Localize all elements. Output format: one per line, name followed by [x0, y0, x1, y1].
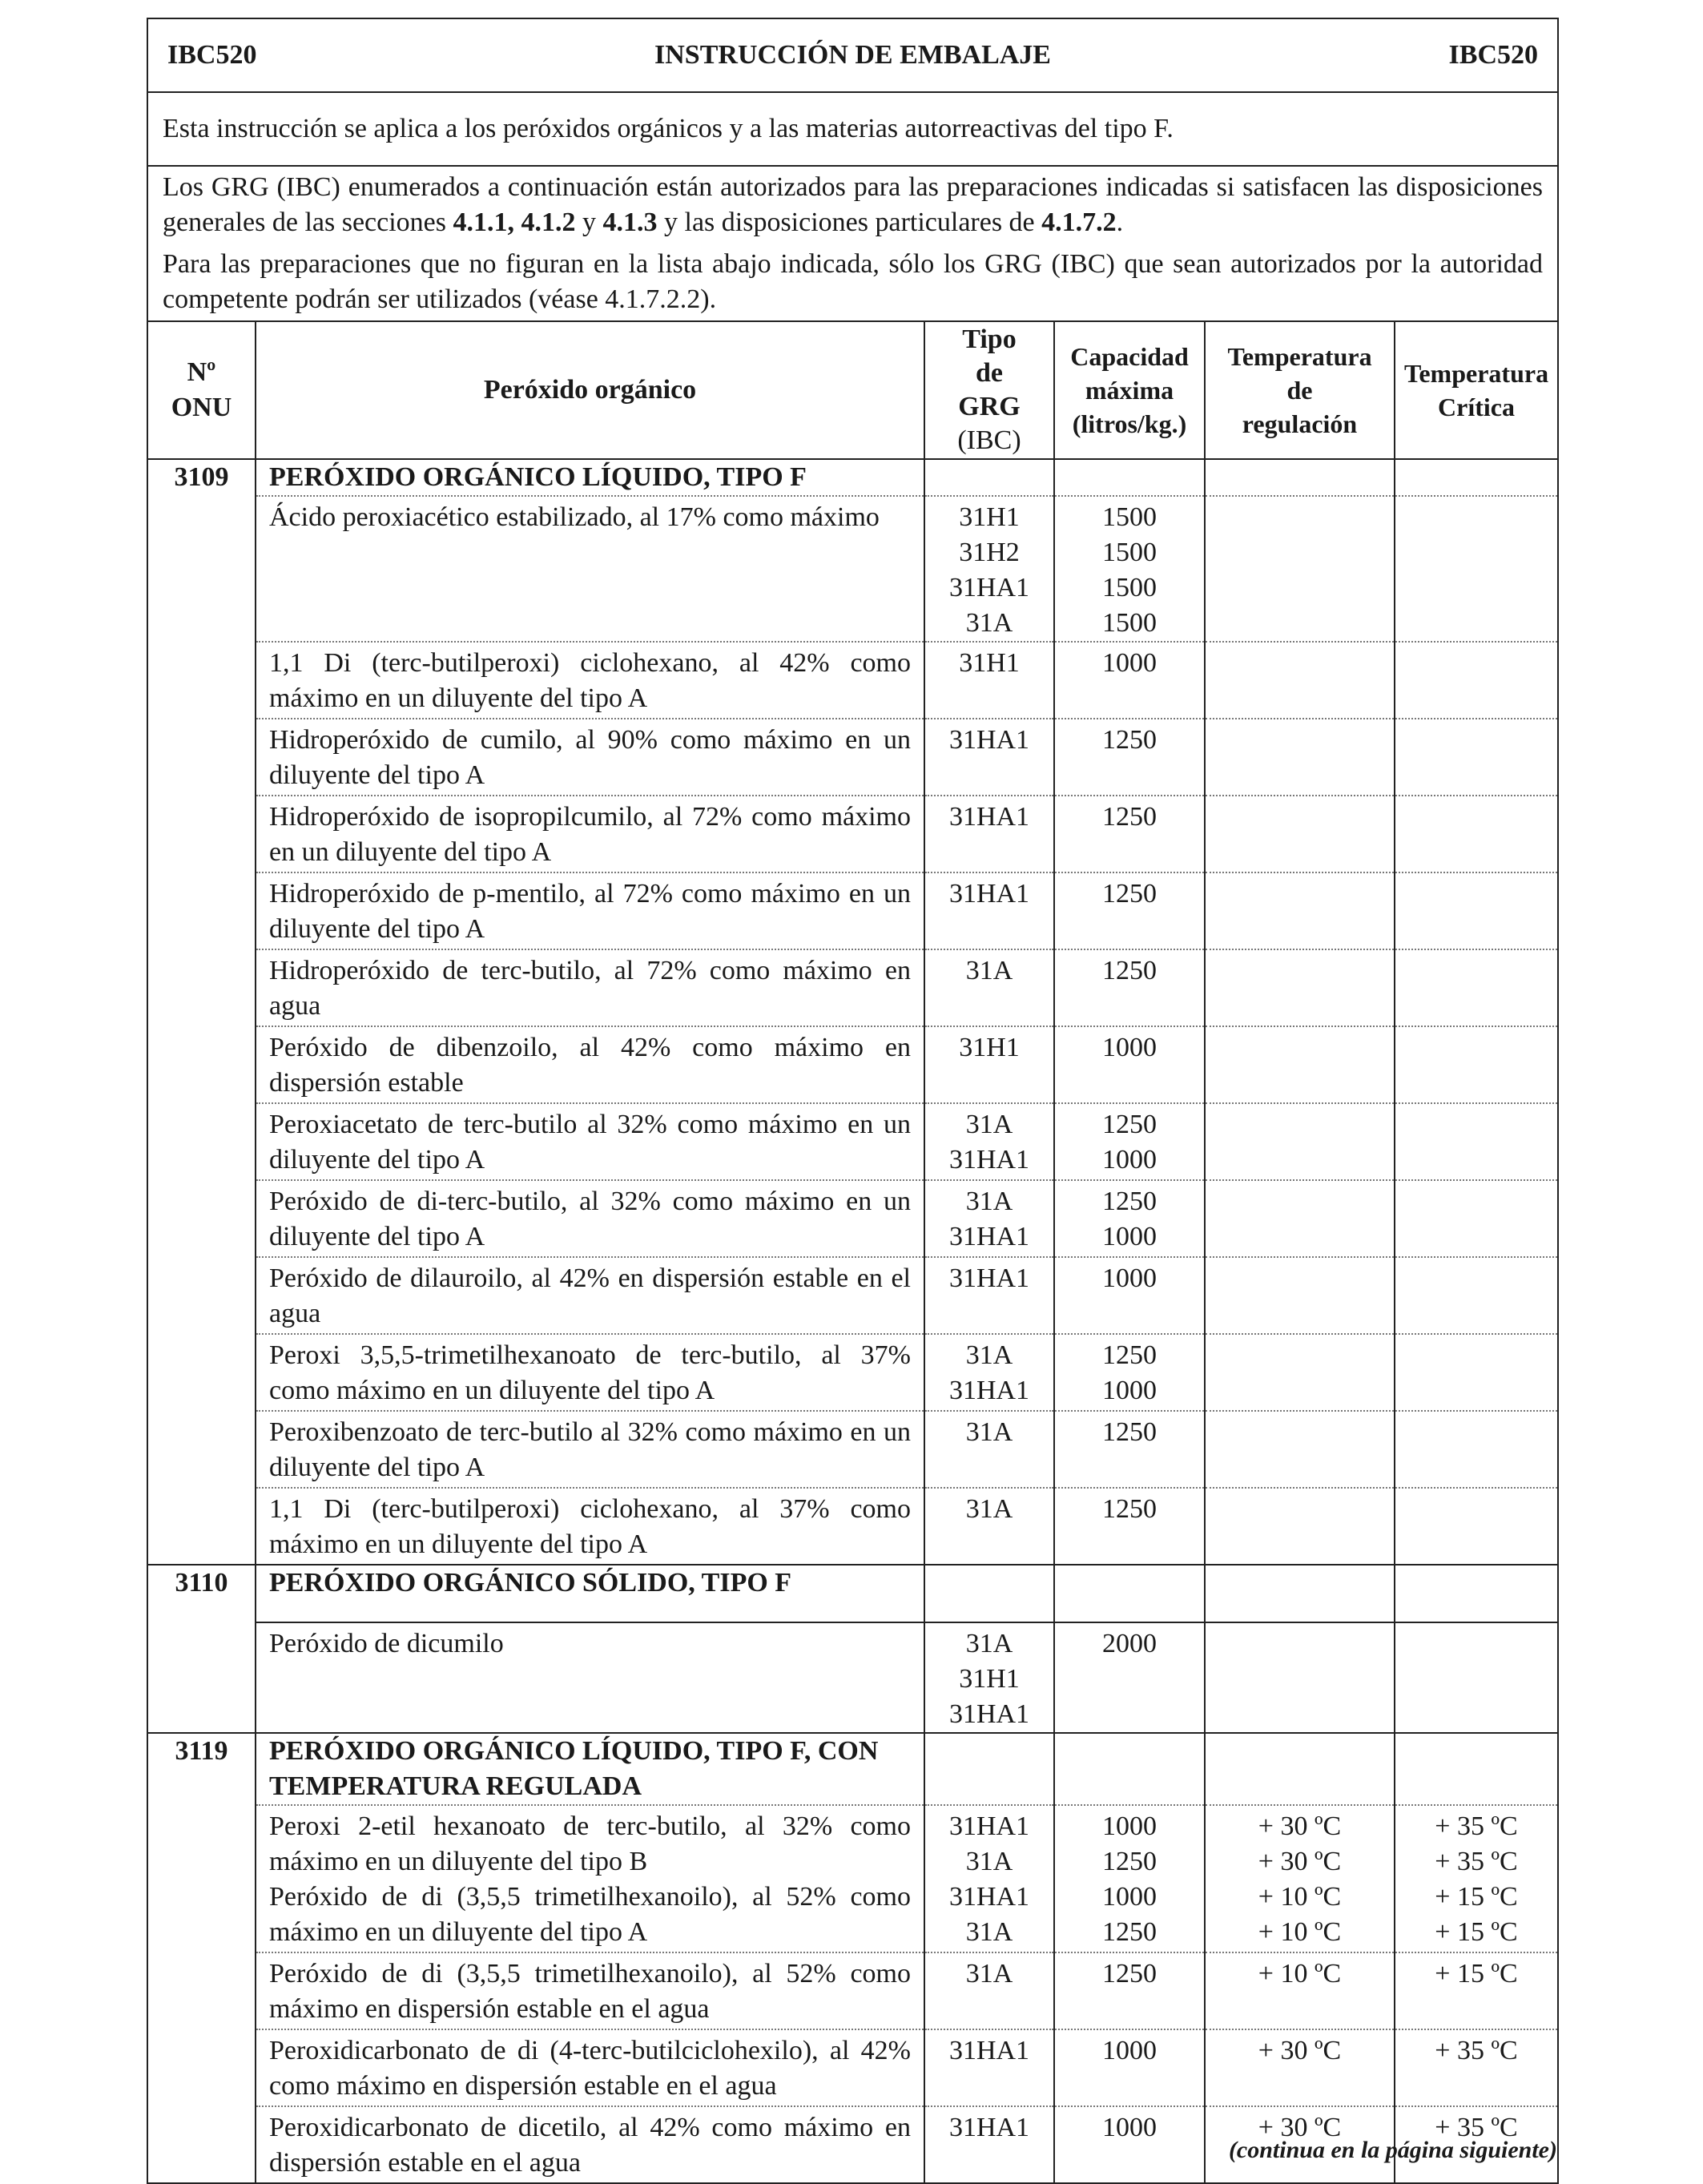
peroxide-description: Peroxiacetato de terc-butilo al 32% como máximo en un diluyente del tipo A — [269, 1110, 911, 1175]
capacity-value: 1250 — [1102, 1959, 1157, 1989]
col-control-temp: Temperatura de regulación — [1205, 321, 1395, 459]
ibc-type-value: 31H1 — [959, 648, 1020, 678]
peroxide-name — [256, 642, 924, 719]
ibc-type-value: 31A — [965, 1629, 1013, 1658]
un-number: 3110 — [147, 1565, 256, 1733]
capacity-value: 1500 — [1102, 608, 1157, 638]
capacity-value: 1500 — [1102, 502, 1157, 532]
capacity-value: 1000 — [1102, 1033, 1157, 1062]
max-capacity — [1054, 796, 1205, 872]
empty-cell — [1395, 459, 1558, 496]
empty-cell — [1205, 459, 1395, 496]
max-capacity — [1054, 1952, 1205, 2029]
critical-temp-value: + 15 ºC — [1435, 1959, 1518, 1989]
peroxide-description: Hidroperóxido de cumilo, al 90% como máximo en un diluyente del tipo A — [269, 725, 911, 790]
ibc-type — [924, 496, 1054, 642]
max-capacity — [1054, 1334, 1205, 1411]
critical-temperature — [1395, 642, 1558, 719]
ibc-type-value: 31A — [965, 1959, 1013, 1989]
ibc-type-value: 31H1 — [959, 1033, 1020, 1062]
control-temperature — [1205, 1180, 1395, 1257]
control-temperature — [1205, 496, 1395, 642]
peroxide-name — [256, 1622, 924, 1733]
critical-temperature — [1395, 949, 1558, 1026]
critical-temperature — [1395, 796, 1558, 872]
control-temperature — [1205, 719, 1395, 796]
peroxide-description: 1,1 Di (terc-butilperoxi) ciclohexano, al 37% como máximo en un diluyente del tipo A — [269, 1494, 911, 1559]
critical-temperature — [1395, 719, 1558, 796]
ibc-type-value: 31HA1 — [948, 573, 1030, 602]
intro-text: y — [575, 208, 603, 237]
control-temp-value: + 30 ºC — [1258, 1811, 1342, 1841]
peroxide-name — [256, 1411, 924, 1488]
col-peroxide: Peróxido orgánico — [256, 321, 924, 459]
section-ref: 4.1.1, 4.1.2 — [453, 208, 576, 237]
peroxide-description: Peroxidicarbonato de di (4-terc-butilciclohexilo), al 42% como máximo en dispersión estable en el agua — [269, 2036, 911, 2101]
peroxide-row — [147, 1622, 1558, 1733]
critical-temperature — [1395, 1488, 1558, 1565]
peroxide-description: Peróxido de dibenzoilo, al 42% como máximo en dispersión estable — [269, 1033, 911, 1098]
ibc-type-value: 31A — [965, 1494, 1013, 1524]
control-temperature — [1205, 1805, 1395, 1952]
instruction-code-right: IBC520 — [1448, 40, 1538, 70]
peroxide-row — [147, 1411, 1558, 1488]
ibc-type — [924, 1622, 1054, 1733]
ibc-type-value: 31A — [965, 1417, 1013, 1447]
empty-cell — [1054, 1733, 1205, 1805]
continuation-note: (continua en la página siguiente) — [1228, 2137, 1557, 2163]
ibc-type-value: 31HA1 — [948, 1699, 1030, 1729]
peroxide-row — [147, 1180, 1558, 1257]
ibc-type-value: 31HA1 — [948, 1882, 1030, 1912]
critical-temp-value: + 15 ºC — [1435, 1917, 1518, 1947]
capacity-value: 1250 — [1102, 1187, 1157, 1216]
group-title: PERÓXIDO ORGÁNICO SÓLIDO, TIPO F — [256, 1565, 924, 1622]
control-temp-value: + 30 ºC — [1258, 2036, 1342, 2065]
control-temperature — [1205, 1622, 1395, 1733]
ibc-type — [924, 1488, 1054, 1565]
ibc-type — [924, 1026, 1054, 1103]
ibc-type-value: 31HA1 — [948, 1263, 1030, 1293]
max-capacity — [1054, 949, 1205, 1026]
peroxide-row — [147, 872, 1558, 949]
max-capacity — [1054, 1805, 1205, 1952]
critical-temp-value: + 15 ºC — [1435, 1882, 1518, 1912]
max-capacity — [1054, 1026, 1205, 1103]
ibc-type — [924, 719, 1054, 796]
ibc-type-value: 31A — [965, 1917, 1013, 1947]
capacity-value: 1000 — [1102, 648, 1157, 678]
control-temperature — [1205, 1257, 1395, 1334]
peroxide-description: Peroxibenzoato de terc-butilo al 32% como máximo en un diluyente del tipo A — [269, 1417, 911, 1482]
capacity-value: 1000 — [1102, 1222, 1157, 1251]
capacity-value: 1250 — [1102, 879, 1157, 909]
control-temperature — [1205, 642, 1395, 719]
capacity-value: 1000 — [1102, 1811, 1157, 1841]
ibc-type-value: 31A — [965, 1340, 1013, 1370]
empty-cell — [1395, 1733, 1558, 1805]
max-capacity — [1054, 1488, 1205, 1565]
control-temperature — [1205, 796, 1395, 872]
control-temperature — [1205, 1411, 1395, 1488]
critical-temperature — [1395, 496, 1558, 642]
ibc-type-value: 31H1 — [959, 1664, 1020, 1694]
control-temperature — [1205, 1103, 1395, 1180]
empty-cell — [1205, 1733, 1395, 1805]
group-title: PERÓXIDO ORGÁNICO LÍQUIDO, TIPO F, CON TEMPERATURA REGULADA — [256, 1733, 924, 1805]
capacity-value: 1250 — [1102, 1417, 1157, 1447]
peroxide-description: Peroxi 2-etil hexanoato de terc-butilo, al 32% como máximo en un diluyente del tipo B — [269, 1811, 911, 1876]
critical-temp-value: + 35 ºC — [1435, 2036, 1518, 2065]
peroxide-row — [147, 1952, 1558, 2029]
critical-temperature — [1395, 1952, 1558, 2029]
capacity-value: 1250 — [1102, 1917, 1157, 1947]
critical-temperature — [1395, 1805, 1558, 1952]
scope-text: Esta instrucción se aplica a los peróxidos orgánicos y a las materias autorreactivas del tipo F. — [163, 114, 1174, 143]
ibc-type-value: 31HA1 — [948, 1222, 1030, 1251]
control-temperature — [1205, 872, 1395, 949]
max-capacity — [1054, 1622, 1205, 1733]
instruction-title: INSTRUCCIÓN DE EMBALAJE — [654, 40, 1051, 70]
peroxide-description: Ácido peroxiacético estabilizado, al 17% como máximo — [269, 502, 880, 532]
ibc-type-value: 31HA1 — [948, 2036, 1030, 2065]
ibc-type-value: 31HA1 — [948, 2113, 1030, 2142]
empty-cell — [924, 1565, 1054, 1622]
peroxide-row — [147, 1103, 1558, 1180]
ibc-type — [924, 1103, 1054, 1180]
critical-temperature — [1395, 1026, 1558, 1103]
max-capacity — [1054, 2029, 1205, 2106]
empty-cell — [1395, 1565, 1558, 1622]
control-temperature — [1205, 1488, 1395, 1565]
instruction-code-left: IBC520 — [167, 40, 257, 70]
control-temperature — [1205, 1334, 1395, 1411]
capacity-value: 1250 — [1102, 1110, 1157, 1139]
critical-temp-value: + 35 ºC — [1435, 2113, 1518, 2142]
col-critical-temp: Temperatura Crítica — [1395, 321, 1558, 459]
group-title-row — [147, 1733, 1558, 1805]
capacity-value: 1250 — [1102, 956, 1157, 985]
intro-row — [147, 166, 1558, 321]
peroxide-row — [147, 1805, 1558, 1952]
peroxide-description: Peróxido de di-terc-butilo, al 32% como máximo en un diluyente del tipo A — [269, 1187, 911, 1251]
header-row — [147, 18, 1558, 92]
intro-text: y las disposiciones particulares de — [657, 208, 1042, 237]
packing-instruction-document — [147, 18, 1557, 2184]
peroxide-name — [256, 872, 924, 949]
peroxide-row — [147, 796, 1558, 872]
control-temp-value: + 10 ºC — [1258, 1882, 1342, 1912]
capacity-value: 1000 — [1102, 2036, 1157, 2065]
capacity-value: 1000 — [1102, 1882, 1157, 1912]
control-temperature — [1205, 2029, 1395, 2106]
critical-temperature — [1395, 1103, 1558, 1180]
peroxide-name — [256, 2029, 924, 2106]
empty-cell — [1054, 1565, 1205, 1622]
ibc-type — [924, 1805, 1054, 1952]
peroxide-name — [256, 1952, 924, 2029]
ibc-type-value: 31A — [965, 1187, 1013, 1216]
ibc-type — [924, 1257, 1054, 1334]
capacity-value: 1250 — [1102, 802, 1157, 832]
max-capacity — [1054, 1257, 1205, 1334]
peroxide-description: Peróxido de dilauroilo, al 42% en dispersión estable en el agua — [269, 1263, 911, 1328]
ibc-type — [924, 642, 1054, 719]
max-capacity — [1054, 2106, 1205, 2183]
peroxide-description: Peróxido de di (3,5,5 trimetilhexanoilo), al 52% como máximo en dispersión estable en el agua — [269, 1959, 911, 2024]
critical-temperature — [1395, 1334, 1558, 1411]
capacity-value: 1000 — [1102, 2113, 1157, 2142]
capacity-value: 1000 — [1102, 1376, 1157, 1405]
control-temp-value: + 10 ºC — [1258, 1917, 1342, 1947]
critical-temperature — [1395, 2029, 1558, 2106]
capacity-value: 1000 — [1102, 1263, 1157, 1293]
col-ibc-type-sub: (IBC) — [957, 425, 1021, 455]
ibc-type-value: 31A — [965, 608, 1013, 638]
capacity-value: 1000 — [1102, 1145, 1157, 1175]
peroxide-row — [147, 1488, 1558, 1565]
capacity-value: 1250 — [1102, 725, 1157, 755]
ibc-type — [924, 872, 1054, 949]
capacity-value: 1500 — [1102, 538, 1157, 567]
critical-temperature — [1395, 1411, 1558, 1488]
group-title-row — [147, 459, 1558, 496]
ibc-type-value: 31HA1 — [948, 1376, 1030, 1405]
control-temp-value: + 30 ºC — [1258, 1847, 1342, 1876]
section-ref: 4.1.7.2 — [1041, 208, 1117, 237]
ibc-type-value: 31H1 — [959, 502, 1020, 532]
ibc-type-value: 31HA1 — [948, 1811, 1030, 1841]
col-capacity: Capacidad máxima (litros/kg.) — [1054, 321, 1205, 459]
peroxide-row — [147, 719, 1558, 796]
un-number: 3119 — [147, 1733, 256, 2183]
ibc520-table — [147, 18, 1559, 2184]
column-header-row — [147, 321, 1558, 459]
ibc-type — [924, 2029, 1054, 2106]
ibc-type-value: 31HA1 — [948, 802, 1030, 832]
capacity-value: 1250 — [1102, 1340, 1157, 1370]
capacity-value: 1250 — [1102, 1847, 1157, 1876]
ibc-type — [924, 1952, 1054, 2029]
peroxide-name — [256, 496, 924, 642]
group-title-row — [147, 1565, 1558, 1622]
max-capacity — [1054, 1103, 1205, 1180]
peroxide-description: Hidroperóxido de p-mentilo, al 72% como máximo en un diluyente del tipo A — [269, 879, 911, 944]
max-capacity — [1054, 719, 1205, 796]
peroxide-name — [256, 796, 924, 872]
peroxide-row — [147, 1257, 1558, 1334]
intro-paragraph-2: Para las preparaciones que no figuran en la lista abajo indicada, sólo los GRG (IBC) que sean autorizados por la autoridad competente podrán ser utilizados (véase 4.1.7.2.2). — [163, 249, 1543, 314]
peroxide-row — [147, 1026, 1558, 1103]
peroxide-description: 1,1 Di (terc-butilperoxi) ciclohexano, al 42% como máximo en un diluyente del tipo A — [269, 648, 911, 713]
peroxide-name — [256, 1805, 924, 1952]
control-temperature — [1205, 1952, 1395, 2029]
intro-text: Los GRG (IBC) enumerados a continuación están autorizados para las preparaciones indicadas si satisfacen las disposiciones generales de las secciones — [163, 172, 1543, 237]
ibc-type-value: 31A — [965, 1847, 1013, 1876]
ibc-type-value: 31A — [965, 956, 1013, 985]
col-ibc-type — [924, 321, 1054, 459]
peroxide-name — [256, 949, 924, 1026]
group-title: PERÓXIDO ORGÁNICO LÍQUIDO, TIPO F — [256, 459, 924, 496]
peroxide-name — [256, 719, 924, 796]
control-temperature — [1205, 1026, 1395, 1103]
capacity-value: 1500 — [1102, 573, 1157, 602]
control-temp-value: + 10 ºC — [1258, 1959, 1342, 1989]
ibc-type-value: 31HA1 — [948, 879, 1030, 909]
peroxide-name — [256, 1334, 924, 1411]
ibc-type — [924, 1334, 1054, 1411]
peroxide-description: Hidroperóxido de terc-butilo, al 72% como máximo en agua — [269, 956, 911, 1021]
critical-temperature — [1395, 1257, 1558, 1334]
ibc-type-value: 31A — [965, 1110, 1013, 1139]
peroxide-row — [147, 1334, 1558, 1411]
empty-cell — [1205, 1565, 1395, 1622]
scope-row — [147, 92, 1558, 166]
empty-cell — [1054, 459, 1205, 496]
capacity-value: 1250 — [1102, 1494, 1157, 1524]
max-capacity — [1054, 642, 1205, 719]
intro-paragraph-1 — [148, 167, 1557, 240]
peroxide-name — [256, 2106, 924, 2183]
peroxide-row — [147, 496, 1558, 642]
critical-temp-value: + 35 ºC — [1435, 1811, 1518, 1841]
ibc-type-value: 31HA1 — [948, 725, 1030, 755]
ibc-type — [924, 1411, 1054, 1488]
intro-text: . — [1116, 208, 1124, 237]
peroxide-description: Peróxido de di (3,5,5 trimetilhexanoilo), al 52% como máximo en un diluyente del tipo A — [269, 1882, 911, 1947]
ibc-type — [924, 796, 1054, 872]
ibc-type-value: 31HA1 — [948, 1145, 1030, 1175]
critical-temp-value: + 35 ºC — [1435, 1847, 1518, 1876]
peroxide-description: Peroxi 3,5,5-trimetilhexanoato de terc-butilo, al 37% como máximo en un diluyente del tipo A — [269, 1340, 911, 1405]
ibc-type — [924, 949, 1054, 1026]
control-temperature — [1205, 949, 1395, 1026]
peroxide-name — [256, 1180, 924, 1257]
col-ibc-type-label: Tipo de GRG — [958, 324, 1021, 421]
col-onu: Nº ONU — [147, 321, 256, 459]
peroxide-description: Hidroperóxido de isopropilcumilo, al 72% como máximo en un diluyente del tipo A — [269, 802, 911, 867]
max-capacity — [1054, 872, 1205, 949]
capacity-value: 2000 — [1102, 1629, 1157, 1658]
peroxide-description: Peróxido de dicumilo — [269, 1629, 504, 1658]
un-number: 3109 — [147, 459, 256, 1565]
max-capacity — [1054, 1180, 1205, 1257]
control-temp-value: + 30 ºC — [1258, 2113, 1342, 2142]
empty-cell — [924, 459, 1054, 496]
peroxide-name — [256, 1257, 924, 1334]
ibc-type — [924, 1180, 1054, 1257]
peroxide-name — [256, 1488, 924, 1565]
max-capacity — [1054, 496, 1205, 642]
peroxide-name — [256, 1026, 924, 1103]
peroxide-description: Peroxidicarbonato de dicetilo, al 42% como máximo en dispersión estable en el agua — [269, 2113, 911, 2178]
critical-temperature — [1395, 1622, 1558, 1733]
peroxide-row — [147, 642, 1558, 719]
ibc-type-value: 31H2 — [959, 538, 1020, 567]
critical-temperature — [1395, 872, 1558, 949]
max-capacity — [1054, 1411, 1205, 1488]
peroxide-name — [256, 1103, 924, 1180]
section-ref: 4.1.3 — [602, 208, 658, 237]
peroxide-row — [147, 949, 1558, 1026]
peroxide-row — [147, 2029, 1558, 2106]
empty-cell — [924, 1733, 1054, 1805]
ibc-type — [924, 2106, 1054, 2183]
critical-temperature — [1395, 1180, 1558, 1257]
